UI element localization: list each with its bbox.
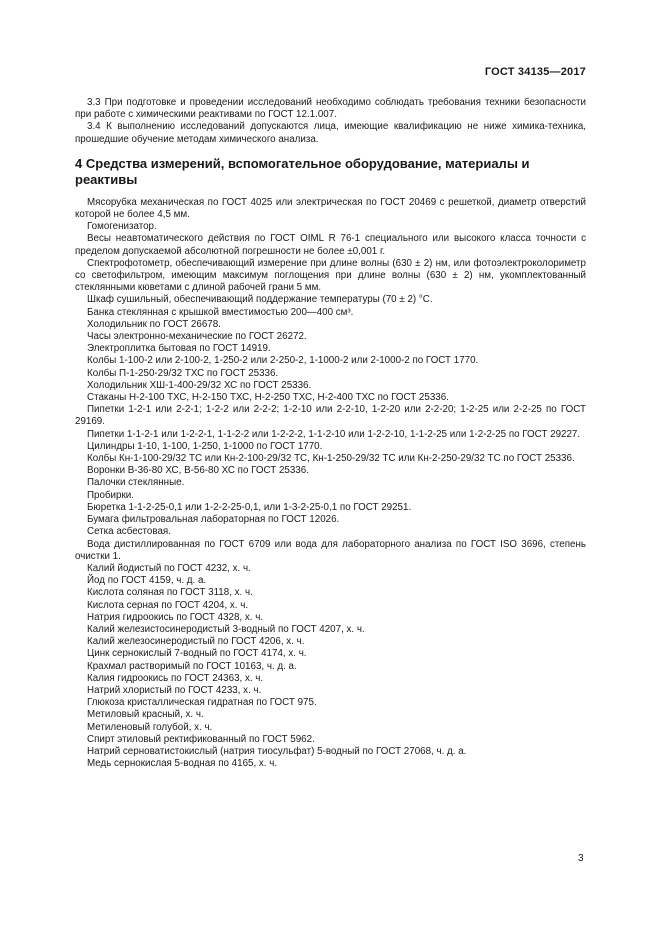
list-item: Калия гидроокись по ГОСТ 24363, х. ч.: [87, 672, 264, 684]
list-item: Цинк сернокислый 7-водный по ГОСТ 4174, х. ч.: [87, 648, 307, 660]
list-item: Бумага фильтровальная лабораторная по ГОСТ 12026.: [87, 514, 340, 526]
list-item: Натрий хлористый по ГОСТ 4233, х. ч.: [87, 684, 262, 696]
list-item: Гомогенизатор.: [87, 221, 157, 233]
list-item: Натрий серноватистокислый (натрия тиосульфат) 5-водный по ГОСТ 27068, ч. д. а.: [87, 745, 467, 757]
list-item: Колбы 1-100-2 или 2-100-2, 1-250-2 или 2-250-2, 1-1000-2 или 2-1000-2 по ГОСТ 1770.: [87, 355, 479, 367]
list-item: Банка стеклянная с крышкой вместимостью 200—400 см³.: [87, 306, 354, 318]
list-item: Натрия гидроокись по ГОСТ 4328, х. ч.: [87, 611, 264, 623]
list-item: Медь сернокислая 5-водная по 4165, х. ч.: [87, 758, 278, 770]
list-item: Пипетки 1-1-2-1 или 1-2-2-1, 1-1-2-2 или 1-2-2-2, 1-1-2-10 или 1-2-2-10, 1-1-2-25 или 1-2-2-25 по ГОСТ 29227.: [87, 428, 581, 440]
equipment-list: [75, 197, 586, 771]
list-item: Воронки В-36-80 ХС, В-56-80 ХС по ГОСТ 25336.: [87, 465, 309, 477]
list-item: Пипетки 1-2-1 или 2-2-1; 1-2-2 или 2-2-2; 1-2-10 или 2-2-10, 1-2-20 или 2-2-20; 1-2-25 или 2-2-25 по ГОСТ 29169.: [75, 404, 586, 428]
page-number: 3: [578, 853, 584, 864]
list-item: Мясорубка механическая по ГОСТ 4025 или электрическая по ГОСТ 20469 с решеткой, диаметр отверстий которой не более 4,5 мм.: [75, 196, 586, 221]
list-item: Сетка асбестовая.: [87, 526, 171, 538]
list-item: Холодильник по ГОСТ 26678.: [87, 318, 221, 330]
list-item: Кислота серная по ГОСТ 4204, х. ч.: [87, 599, 249, 611]
document-code: ГОСТ 34135—2017: [484, 66, 586, 78]
list-item: Электроплитка бытовая по ГОСТ 14919.: [87, 343, 271, 355]
list-item: Кислота соляная по ГОСТ 3118, х. ч.: [87, 587, 253, 599]
paragraph-3-4: 3.4 К выполнению исследований допускаются лица, имеющие квалификацию не ниже химика-техника, прошедшие обучение методам химического анализа.: [75, 121, 586, 145]
list-item: Глюкоза кристаллическая гидратная по ГОСТ 975.: [87, 697, 317, 709]
list-item: Колбы Кн-1-100-29/32 ТС или Кн-2-100-29/32 ТС, Кн-1-250-29/32 ТС или Кн-2-250-29/32 ТС по ГОСТ 25336.: [87, 453, 575, 465]
list-item: Стаканы Н-2-100 ТХС, Н-2-150 ТХС, Н-2-250 ТХС, Н-2-400 ТХС по ГОСТ 25336.: [87, 392, 449, 404]
list-item: Вода дистиллированная по ГОСТ 6709 или вода для лабораторного анализа по ГОСТ ISO 3696, степень очистки 1.: [75, 538, 586, 562]
section-number: 4: [75, 155, 83, 171]
list-item: Шкаф сушильный, обеспечивающий поддержание температуры (70 ± 2) °С.: [87, 294, 433, 306]
list-item: Калий железосинеродистый по ГОСТ 4206, х. ч.: [87, 636, 305, 648]
list-item: Часы электронно-механические по ГОСТ 26272.: [87, 331, 307, 343]
list-item: Метиленовый голубой, х. ч.: [87, 721, 213, 733]
document-body: [75, 97, 586, 770]
list-item: Палочки стеклянные.: [87, 477, 185, 489]
intro-paragraphs: [75, 97, 586, 146]
list-item: Крахмал растворимый по ГОСТ 10163, ч. д. а.: [87, 660, 297, 672]
list-item: Колбы П-1-250-29/32 ТХС по ГОСТ 25336.: [87, 367, 279, 379]
list-item: Калий йодистый по ГОСТ 4232, х. ч.: [87, 562, 251, 574]
section-heading: [75, 156, 586, 188]
paragraph-3-3: 3.3 При подготовке и проведении исследований необходимо соблюдать требования техники безопасности при работе с химическими реактивами по ГОСТ 12.1.007.: [75, 97, 586, 121]
list-item: Весы неавтоматического действия по ГОСТ OIML R 76-1 специального или высокого класса точности с пределом допускаемой абсолютной погрешности не более ±0,001 г.: [75, 233, 586, 257]
list-item: Йод по ГОСТ 4159, ч. д. а.: [87, 575, 207, 587]
list-item: Холодильник ХШ-1-400-29/32 ХС по ГОСТ 25336.: [87, 379, 312, 391]
section-title: Средства измерений, вспомогательное оборудование, материалы и реактивы: [75, 155, 530, 187]
list-item: Бюретка 1-1-2-25-0,1 или 1-2-2-25-0,1, или 1-3-2-25-0,1 по ГОСТ 29251.: [87, 501, 412, 513]
list-item: Пробирки.: [87, 489, 134, 501]
list-item: Метиловый красный, х. ч.: [87, 709, 204, 721]
list-item: Калий железистосинеродистый 3-водный по ГОСТ 4207, х. ч.: [87, 623, 365, 635]
list-item: Спектрофотометр, обеспечивающий измерение при длине волны (630 ± 2) нм, или фотоэлектроколориметр со светофильтром, имеющим максимум поглощения при длине волны (630 ± 2) нм, укомплектованный стеклянными кюветами с длиной рабочей грани 5 мм.: [75, 257, 586, 294]
list-item: Цилиндры 1-10, 1-100, 1-250, 1-1000 по ГОСТ 1770.: [87, 440, 323, 452]
list-item: Спирт этиловый ректификованный по ГОСТ 5962.: [87, 733, 315, 745]
